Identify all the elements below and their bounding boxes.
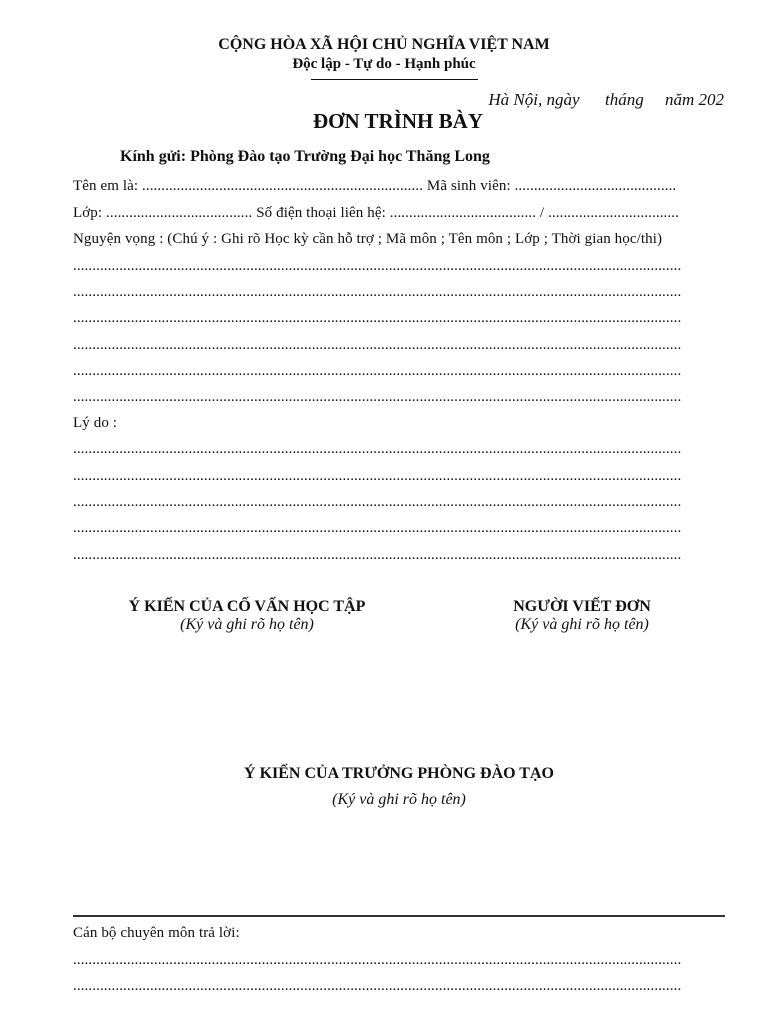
advisor-title: Ý KIẾN CỦA CỐ VẤN HỌC TẬP <box>128 598 366 615</box>
request-line[interactable]: .............................................................................................................................................................. <box>73 310 682 326</box>
staff-reply-label: Cán bộ chuyên môn trả lời: <box>73 925 240 941</box>
student-id-label: Mã sinh viên: <box>426 178 511 194</box>
reason-line[interactable]: .............................................................................................................................................................. <box>73 494 682 510</box>
student-id-field[interactable]: .......................................... <box>514 178 677 194</box>
phone-separator: / <box>539 205 545 221</box>
phone-field[interactable]: ...................................... <box>389 205 537 221</box>
staff-reply-line[interactable]: .............................................................................................................................................................. <box>73 978 682 994</box>
phone-label: Số điện thoại liên hệ: <box>256 205 386 221</box>
request-line[interactable]: .............................................................................................................................................................. <box>73 389 682 405</box>
motto-underline <box>311 79 478 80</box>
head-of-training-title: Ý KIẾN CỦA TRƯỞNG PHÒNG ĐÀO TẠO <box>244 765 554 782</box>
date-line: Hà Nội, ngày tháng năm 202 <box>488 90 724 109</box>
applicant-note: (Ký và ghi rõ họ tên) <box>515 616 649 633</box>
request-line[interactable]: .............................................................................................................................................................. <box>73 363 682 379</box>
student-name-label: Tên em là: <box>73 178 139 194</box>
request-line[interactable]: .............................................................................................................................................................. <box>73 337 682 353</box>
reason-line[interactable]: .............................................................................................................................................................. <box>73 441 682 457</box>
applicant-title: NGƯỜI VIẾT ĐƠN <box>513 598 651 615</box>
recipient: Kính gửi: Phòng Đào tạo Trường Đại học Thăng Long <box>120 148 490 165</box>
motto: Độc lập - Tự do - Hạnh phúc <box>292 56 476 72</box>
request-label: Nguyện vọng : (Chú ý : Ghi rõ Học kỳ cần hỗ trợ ; Mã môn ; Tên môn ; Lớp ; Thời gian học/thi) <box>73 231 663 247</box>
reason-label: Lý do : <box>73 415 118 431</box>
reason-line[interactable]: .............................................................................................................................................................. <box>73 520 682 536</box>
reason-line[interactable]: .............................................................................................................................................................. <box>73 468 682 484</box>
request-line[interactable]: .............................................................................................................................................................. <box>73 284 682 300</box>
staff-reply-line[interactable]: .............................................................................................................................................................. <box>73 952 682 968</box>
advisor-note: (Ký và ghi rõ họ tên) <box>180 616 314 633</box>
head-of-training-note: (Ký và ghi rõ họ tên) <box>332 791 466 808</box>
divider <box>73 915 725 917</box>
page-title: ĐƠN TRÌNH BÀY <box>313 109 483 133</box>
country-header: CỘNG HÒA XÃ HỘI CHỦ NGHĨA VIỆT NAM <box>218 36 550 53</box>
class-label: Lớp: <box>73 205 103 221</box>
phone-field-2[interactable]: .................................. <box>548 205 679 221</box>
request-line[interactable]: .............................................................................................................................................................. <box>73 258 682 274</box>
name-row <box>73 178 721 195</box>
student-name-field[interactable]: ......................................................................... <box>142 178 424 194</box>
class-phone-row <box>73 205 721 222</box>
class-field[interactable]: ...................................... <box>106 205 253 221</box>
reason-line[interactable]: .............................................................................................................................................................. <box>73 547 682 563</box>
